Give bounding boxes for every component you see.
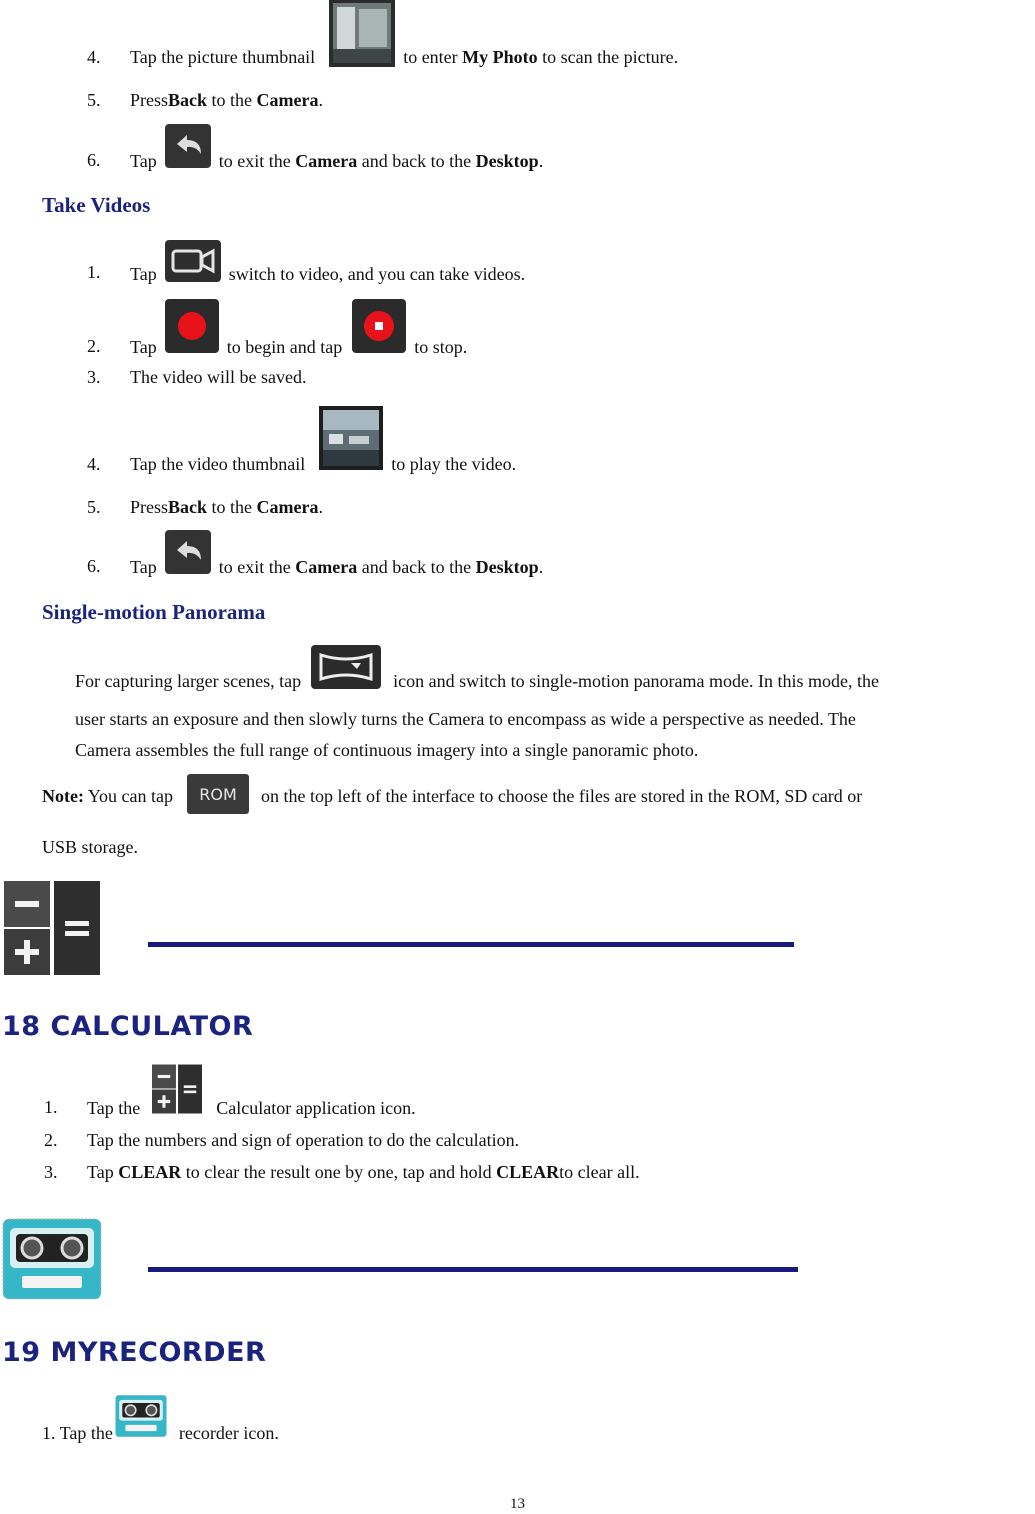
- step-number: 1.: [44, 1097, 58, 1117]
- chapter-rule: [148, 1267, 798, 1272]
- step-enter-my-photo: [130, 2, 678, 68]
- back-arrow-icon: [165, 530, 211, 579]
- record-button-icon: [165, 299, 219, 358]
- step-text: to enter My Photo to scan the picture.: [403, 46, 679, 67]
- back-arrow-icon: [165, 124, 211, 173]
- section-title-take-videos: Take Videos: [42, 193, 151, 217]
- step-clear: Tap CLEAR to clear the result one by one, tap and hold CLEAR to clear all.: [87, 1162, 640, 1182]
- calculator-large-icon: [4, 881, 100, 980]
- step-play-video: Tap the video thumbnail to play the video.: [130, 406, 516, 475]
- step-video-saved: The video will be saved.: [130, 367, 307, 387]
- step-number: 4.: [87, 454, 101, 474]
- step-switch-video: Tap switch to video, and you can take videos.: [130, 240, 525, 287]
- stop-button-icon: [352, 299, 406, 358]
- panorama-paragraph-line2: user starts an exposure and then slowly turns the Camera to encompass as wide a perspective as needed. The: [75, 709, 856, 729]
- step-press-back: Press Back to the Camera .: [130, 90, 324, 110]
- step-number: 5.: [87, 497, 101, 517]
- chapter-rule: [148, 942, 794, 947]
- step-number: 6.: [87, 150, 101, 170]
- rom-button-icon: [187, 774, 249, 819]
- step-number: 4.: [87, 47, 101, 67]
- step-text: Tap the picture thumbnail: [130, 46, 316, 67]
- rom-label: ROM: [199, 785, 237, 804]
- step-tap-calculator: Tap the Calculator application icon.: [87, 1064, 416, 1119]
- video-camera-icon: [165, 240, 221, 287]
- calculator-icon: [152, 1064, 202, 1119]
- note-line2: USB storage.: [42, 837, 138, 857]
- step-record-stop: Tap to begin and tap to stop.: [130, 299, 467, 358]
- chapter-title-myrecorder: 19 MYRECORDER: [2, 1337, 267, 1368]
- video-thumbnail-icon: [319, 406, 383, 475]
- panorama-icon: [311, 645, 381, 694]
- chapter-title-calculator: 18 CALCULATOR: [2, 1011, 254, 1042]
- step-press-back: Press Back to the Camera .: [130, 497, 324, 517]
- step-calculation: Tap the numbers and sign of operation to do the calculation.: [87, 1130, 520, 1150]
- note-line1: Note: You can tap ROM on the top left of the interface to choose the files are stored in the ROM, SD card or: [42, 774, 862, 819]
- recorder-large-icon: [2, 1218, 102, 1305]
- step-number: 1.: [87, 262, 101, 282]
- step-number: 2.: [44, 1130, 58, 1150]
- step-number: 3.: [44, 1162, 58, 1182]
- step-tap-recorder: 1. Tap the recorder icon.: [42, 1393, 279, 1444]
- section-title-panorama: Single-motion Panorama: [42, 600, 266, 624]
- picture-thumbnail-icon: [329, 0, 395, 72]
- step-exit-camera: Tap to exit the Camera and back to the Desktop.: [130, 530, 543, 579]
- page-number: 13: [510, 1496, 525, 1512]
- step-number: 6.: [87, 556, 101, 576]
- step-exit-camera: Tap to exit the Camera and back to the Desktop.: [130, 124, 543, 173]
- panorama-paragraph-line3: Camera assembles the full range of continuous imagery into a single panoramic photo.: [75, 740, 699, 760]
- step-number: 3.: [87, 367, 101, 387]
- panorama-paragraph-line1: For capturing larger scenes, tap icon and switch to single-motion panorama mode. In this mode, the: [75, 645, 879, 694]
- step-number: 5.: [87, 90, 101, 110]
- step-number: 2.: [87, 336, 101, 356]
- recorder-icon: [115, 1394, 167, 1443]
